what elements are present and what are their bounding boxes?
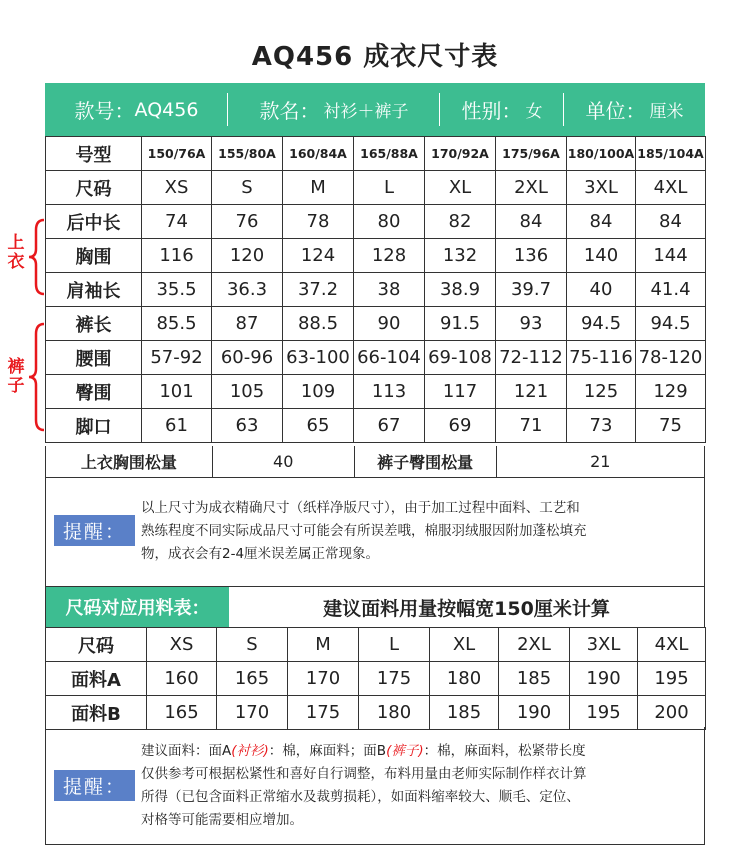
table-cell: 87 bbox=[212, 307, 283, 341]
fabric-header bbox=[45, 587, 705, 627]
table-row bbox=[46, 239, 706, 273]
table-row bbox=[46, 375, 706, 409]
ease-pants-label: 裤子臀围松量 bbox=[355, 446, 497, 477]
row-header: 脚口 bbox=[46, 409, 142, 443]
row-header: 面料B bbox=[46, 696, 147, 730]
header-bar bbox=[45, 83, 705, 136]
table-cell: 180/100A bbox=[567, 137, 636, 171]
table-row bbox=[46, 171, 706, 205]
table-cell: 175 bbox=[288, 696, 359, 730]
table-cell: 35.5 bbox=[142, 273, 212, 307]
fabric-note-text bbox=[141, 740, 587, 832]
row-header: 后中长 bbox=[46, 205, 142, 239]
table-cell: 190 bbox=[499, 696, 570, 730]
size-note bbox=[45, 478, 705, 587]
unit bbox=[564, 83, 705, 136]
table-row bbox=[46, 696, 706, 730]
table-cell: XS bbox=[147, 628, 217, 662]
note-text-span: 建议面料：面A bbox=[141, 743, 232, 759]
ease-top-label: 上衣胸围松量 bbox=[46, 446, 213, 477]
table-cell: 80 bbox=[354, 205, 425, 239]
table-cell: 117 bbox=[425, 375, 496, 409]
table-row bbox=[46, 137, 706, 171]
style-label: 款号： bbox=[74, 99, 135, 123]
size-note-text bbox=[141, 497, 587, 566]
row-header: 胸围 bbox=[46, 239, 142, 273]
note-line: 所得（已包含面料正常缩水及裁剪损耗），如面料缩率较大、顺毛、定位、 bbox=[141, 789, 580, 805]
fabric-note bbox=[45, 727, 705, 845]
table-cell: 90 bbox=[354, 307, 425, 341]
table-cell: 4XL bbox=[636, 171, 706, 205]
table-cell: 105 bbox=[212, 375, 283, 409]
table-cell: 94.5 bbox=[636, 307, 706, 341]
table-cell: S bbox=[212, 171, 283, 205]
row-header: 面料A bbox=[46, 662, 147, 696]
page-title: AQ456 成衣尺寸表 bbox=[251, 42, 499, 72]
table-cell: 195 bbox=[638, 662, 706, 696]
table-cell: 175/96A bbox=[496, 137, 567, 171]
note-text-span: ：棉，麻面料；面B bbox=[268, 743, 387, 759]
table-row bbox=[46, 628, 706, 662]
table-cell: 128 bbox=[354, 239, 425, 273]
brace-top-icon bbox=[26, 218, 46, 296]
table-cell: 84 bbox=[496, 205, 567, 239]
table-cell: 39.7 bbox=[496, 273, 567, 307]
table-cell: 180 bbox=[359, 696, 430, 730]
table-cell: 85.5 bbox=[142, 307, 212, 341]
table-cell: 60-96 bbox=[212, 341, 283, 375]
table-cell: 41.4 bbox=[636, 273, 706, 307]
table-cell: M bbox=[288, 628, 359, 662]
table-cell: 180 bbox=[430, 662, 499, 696]
table-cell: 66-104 bbox=[354, 341, 425, 375]
table-cell: 82 bbox=[425, 205, 496, 239]
table-cell: S bbox=[217, 628, 288, 662]
row-header: 腰围 bbox=[46, 341, 142, 375]
table-cell: 144 bbox=[636, 239, 706, 273]
table-cell: 78-120 bbox=[636, 341, 706, 375]
row-header: 臀围 bbox=[46, 375, 142, 409]
table-cell: 38 bbox=[354, 273, 425, 307]
table-cell: 65 bbox=[283, 409, 354, 443]
table-cell: 37.2 bbox=[283, 273, 354, 307]
table-cell: 93 bbox=[496, 307, 567, 341]
table-cell: 185/104A bbox=[636, 137, 706, 171]
row-header: 尺码 bbox=[46, 171, 142, 205]
ease-top-value: 40 bbox=[213, 446, 355, 477]
gender-value: 女 bbox=[525, 102, 543, 122]
table-cell: 74 bbox=[142, 205, 212, 239]
table-cell: 75 bbox=[636, 409, 706, 443]
fabric-tag: 尺码对应用料表： bbox=[46, 587, 229, 627]
reminder-badge: 提醒： bbox=[54, 515, 135, 546]
table-row bbox=[46, 662, 706, 696]
table-cell: 94.5 bbox=[567, 307, 636, 341]
note-highlight: (裤子) bbox=[386, 743, 424, 759]
table-cell: 72-112 bbox=[496, 341, 567, 375]
gender-label: 性别： bbox=[461, 99, 522, 123]
name-value: 衬衫＋裤子 bbox=[323, 102, 409, 122]
fabric-calc-note: 建议面料用量按幅宽150厘米计算 bbox=[323, 597, 610, 620]
table-cell: 69-108 bbox=[425, 341, 496, 375]
table-cell: 75-116 bbox=[567, 341, 636, 375]
table-cell: 160/84A bbox=[283, 137, 354, 171]
note-line: 以上尺寸为成衣精确尺寸（纸样净版尺寸），由于加工过程中面料、工艺和 bbox=[141, 500, 580, 516]
note-line: 熟练程度不同实际成品尺寸可能会有所误差哦，棉服羽绒服因附加蓬松填充 bbox=[141, 523, 587, 539]
table-cell: 160 bbox=[147, 662, 217, 696]
table-cell: 136 bbox=[496, 239, 567, 273]
table-row bbox=[46, 273, 706, 307]
table-cell: 63-100 bbox=[283, 341, 354, 375]
table-cell: 76 bbox=[212, 205, 283, 239]
table-cell: XL bbox=[425, 171, 496, 205]
table-cell: XL bbox=[430, 628, 499, 662]
table-row bbox=[46, 341, 706, 375]
table-cell: 132 bbox=[425, 239, 496, 273]
style-number bbox=[45, 83, 228, 136]
table-cell: 165 bbox=[217, 662, 288, 696]
size-table bbox=[45, 136, 706, 443]
note-line: 对格等可能需要相应增加。 bbox=[141, 812, 303, 828]
side-label-pants: 裤子 bbox=[7, 357, 25, 396]
table-cell: 101 bbox=[142, 375, 212, 409]
brace-pants-icon bbox=[26, 322, 46, 432]
table-cell: 165 bbox=[147, 696, 217, 730]
table-cell: 36.3 bbox=[212, 273, 283, 307]
table-cell: 71 bbox=[496, 409, 567, 443]
table-cell: 84 bbox=[636, 205, 706, 239]
table-cell: 40 bbox=[567, 273, 636, 307]
reminder-badge: 提醒： bbox=[54, 770, 135, 801]
table-cell: 2XL bbox=[499, 628, 570, 662]
table-cell: 91.5 bbox=[425, 307, 496, 341]
table-cell: 125 bbox=[567, 375, 636, 409]
table-cell: 124 bbox=[283, 239, 354, 273]
table-cell: 170 bbox=[217, 696, 288, 730]
table-cell: 150/76A bbox=[142, 137, 212, 171]
table-cell: 84 bbox=[567, 205, 636, 239]
table-row bbox=[46, 205, 706, 239]
table-cell: 165/88A bbox=[354, 137, 425, 171]
table-cell: M bbox=[283, 171, 354, 205]
ease-pants-value: 21 bbox=[590, 452, 611, 471]
table-cell: 109 bbox=[283, 375, 354, 409]
table-cell: 121 bbox=[496, 375, 567, 409]
table-cell: 69 bbox=[425, 409, 496, 443]
table-cell: 3XL bbox=[567, 171, 636, 205]
table-cell: 2XL bbox=[496, 171, 567, 205]
note-line bbox=[141, 740, 587, 763]
table-cell: 61 bbox=[142, 409, 212, 443]
note-text-span: ：棉，麻面料，松紧带长度 bbox=[423, 743, 586, 759]
table-cell: 4XL bbox=[638, 628, 706, 662]
unit-label: 单位： bbox=[585, 99, 646, 123]
style-value: AQ456 bbox=[134, 98, 199, 121]
table-cell: 3XL bbox=[570, 628, 638, 662]
table-cell: 155/80A bbox=[212, 137, 283, 171]
table-cell: 88.5 bbox=[283, 307, 354, 341]
ease-row bbox=[45, 446, 705, 478]
note-line: 物，成衣会有2-4厘米误差属正常现象。 bbox=[141, 546, 380, 562]
table-cell: 67 bbox=[354, 409, 425, 443]
table-cell: 175 bbox=[359, 662, 430, 696]
note-line: 仅供参考可根据松紧性和喜好自行调整，布料用量由老师实际制作样衣计算 bbox=[141, 766, 587, 782]
row-header: 裤长 bbox=[46, 307, 142, 341]
side-label-top: 上衣 bbox=[7, 233, 25, 272]
table-cell: 113 bbox=[354, 375, 425, 409]
table-cell: 38.9 bbox=[425, 273, 496, 307]
table-cell: 78 bbox=[283, 205, 354, 239]
row-header: 尺码 bbox=[46, 628, 147, 662]
table-cell: 195 bbox=[570, 696, 638, 730]
row-header: 肩袖长 bbox=[46, 273, 142, 307]
table-cell: 200 bbox=[638, 696, 706, 730]
note-highlight: (衬衫) bbox=[231, 743, 269, 759]
table-cell: 63 bbox=[212, 409, 283, 443]
table-cell: 129 bbox=[636, 375, 706, 409]
table-cell: L bbox=[359, 628, 430, 662]
gender bbox=[440, 83, 564, 136]
unit-value: 厘米 bbox=[649, 102, 684, 122]
name-label: 款名： bbox=[259, 99, 320, 123]
table-row bbox=[46, 409, 706, 443]
table-cell: 116 bbox=[142, 239, 212, 273]
table-row bbox=[46, 307, 706, 341]
fabric-table bbox=[45, 627, 706, 730]
table-cell: 57-92 bbox=[142, 341, 212, 375]
table-cell: 140 bbox=[567, 239, 636, 273]
row-header: 号型 bbox=[46, 137, 142, 171]
table-cell: L bbox=[354, 171, 425, 205]
table-cell: 170 bbox=[288, 662, 359, 696]
table-cell: 120 bbox=[212, 239, 283, 273]
table-cell: 190 bbox=[570, 662, 638, 696]
style-name bbox=[228, 83, 440, 136]
table-cell: 185 bbox=[430, 696, 499, 730]
table-cell: 170/92A bbox=[425, 137, 496, 171]
table-cell: 185 bbox=[499, 662, 570, 696]
table-cell: XS bbox=[142, 171, 212, 205]
table-cell: 73 bbox=[567, 409, 636, 443]
